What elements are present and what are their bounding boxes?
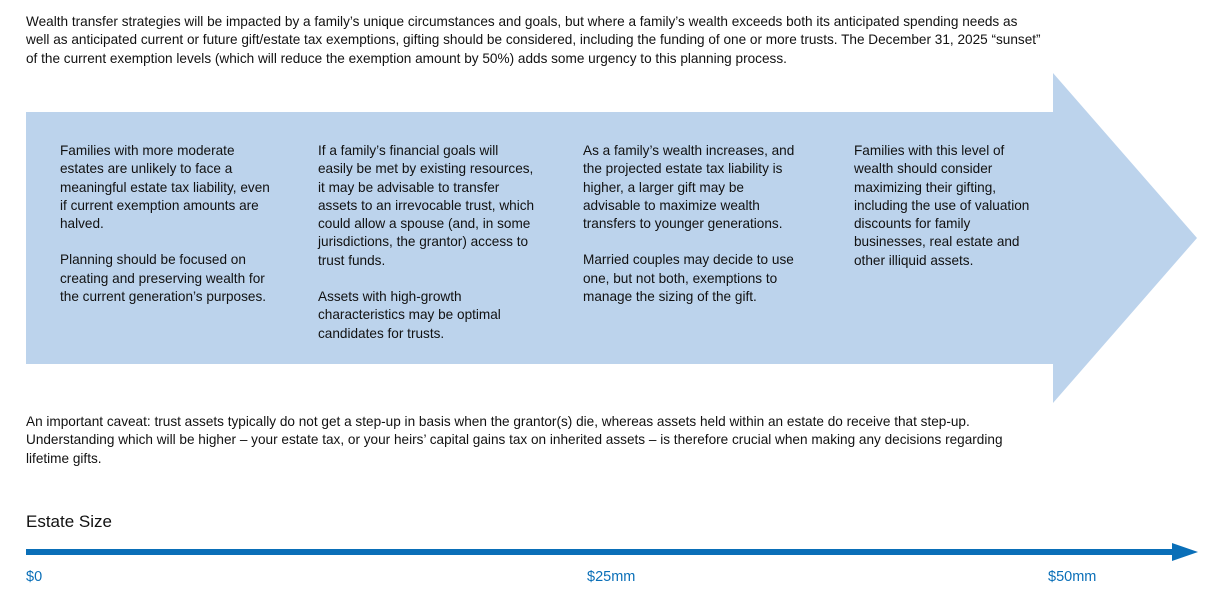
axis-tick-0: $0 xyxy=(26,569,43,585)
axis-arrowhead xyxy=(1172,543,1198,561)
intro-paragraph: Wealth transfer strategies will be impacted by a family’s unique circumstances and goals, but where a family’s wealth exceeds both its anticipated spending needs as well as anticipated current or future gift/estate tax exemptions, gifting should be considered, including the funding of one or more trusts. The December 31, 2025 “sunset” of the current exemption levels (which will reduce the exemption amount by 50%) adds some urgency to this planning process. xyxy=(26,14,1041,66)
caveat-paragraph: An important caveat: trust assets typically do not get a step-up in basis when the grantor(s) die, whereas assets held within an estate do receive that step-up. Understanding which will be higher – your estate tax, or your heirs’ capital gains tax on inherited assets – is therefore crucial when making any decisions regarding lifetime gifts. xyxy=(26,414,1003,466)
stage-3-text-1: As a family’s wealth increases, and the projected estate tax liability is higher, a larger gift may be advisable to maximize wealth transfers to younger generations. xyxy=(583,143,795,232)
stage-1 xyxy=(60,142,272,324)
stage-4-text-1: Families with this level of wealth should consider maximizing their gifting, including the use of valuation discounts for family businesses, real estate and other illiquid assets. xyxy=(854,143,1030,268)
stage-2-text-1: If a family’s financial goals will easily be met by existing resources, it may be advisable to transfer assets to an irrevocable trust, which could allow a spouse (and, in some jurisdictions, the grantor) access to trust funds. xyxy=(318,143,535,268)
stage-4 xyxy=(854,142,1044,288)
stage-2-text-2: Assets with high-growth characteristics may be optimal candidates for trusts. xyxy=(318,289,501,341)
stage-1-text-2: Planning should be focused on creating and preserving wealth for the current generation’s purposes. xyxy=(60,252,267,305)
axis-title: Estate Size xyxy=(26,512,112,531)
stage-3-text-2: Married couples may decide to use one, but not both, exemptions to manage the sizing of the gift. xyxy=(583,252,794,305)
stage-3 xyxy=(583,142,795,324)
stage-2 xyxy=(318,142,536,361)
axis-tick-50mm: $50mm xyxy=(1048,569,1097,585)
axis-tick-25mm: $25mm xyxy=(587,569,636,585)
stage-1-text-1: Families with more moderate estates are unlikely to face a meaningful estate tax liability, even if current exemption amounts are halved. xyxy=(60,143,270,232)
estate-size-axis xyxy=(0,540,1227,564)
